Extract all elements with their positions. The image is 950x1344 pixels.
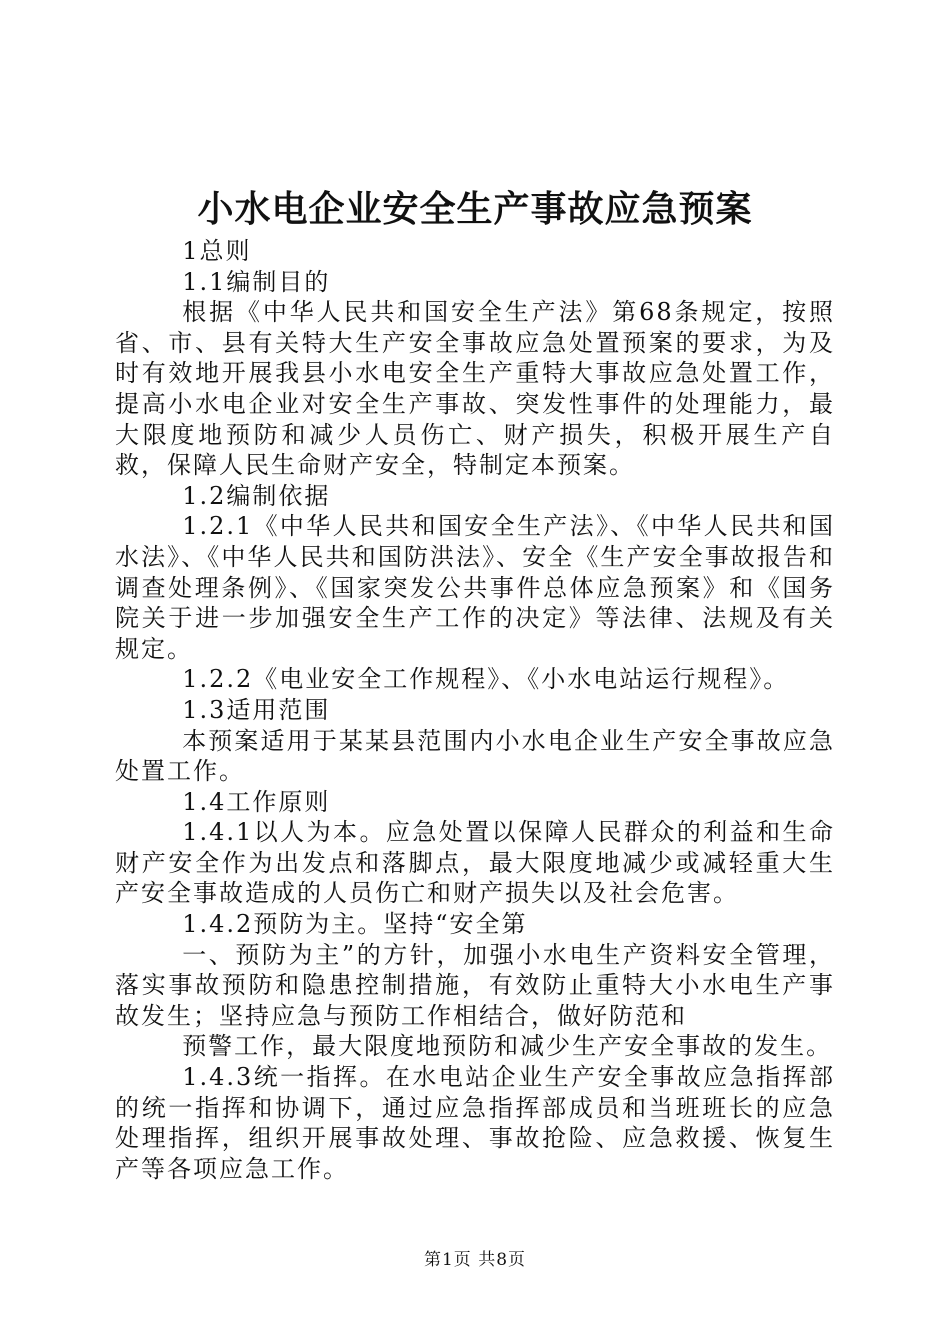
- paragraph-principle-2: 1.4.2预防为主。坚持“安全第: [182, 910, 528, 939]
- paragraph-purpose: 根据《中华人民共和国安全生产法》第68条规定，按照省、市、县有关特大生产安全事故应急处置预案的要求，为及时有效地开展我县小水电安全生产重特大事故应急处置工作，提高小水电企业对安全生产事故、突发性事件的处理能力，最大限度地预防和减少人员伤亡、财产损失，积极开展生产自救，保障人民生命财产安全，特制定本预案。: [115, 298, 835, 480]
- paragraph-principle-2-cont: 一、预防为主”的方针，加强小水电生产资料安全管理，落实事故预防和隐患控制措施，有效防止重特大小水电生产事故发生；坚持应急与预防工作相结合，做好防范和: [115, 940, 835, 1030]
- paragraph-basis-2: 1.2.2《电业安全工作规程》、《小水电站运行规程》。: [182, 665, 790, 694]
- paragraph-basis-1: 1.2.1《中华人民共和国安全生产法》、《中华人民共和国水法》、《中华人民共和国防洪法》、安全《生产安全事故报告和调查处理条例》、《国家突发公共事件总体应急预案》和《国务院关于进一步加强安全生产工作的决定》等法律、法规及有关规定。: [115, 512, 835, 663]
- section-heading-basis: 1.2编制依据: [182, 481, 331, 510]
- section-heading-scope: 1.3适用范围: [182, 695, 331, 724]
- paragraph-scope: 本预案适用于某某县范围内小水电企业生产安全事故应急处置工作。: [115, 726, 835, 786]
- section-heading-general: 1总则: [182, 237, 252, 265]
- section-heading-principles: 1.4工作原则: [182, 787, 331, 816]
- paragraph-principle-1: 1.4.1以人为本。应急处置以保障人民群众的利益和生命财产安全作为出发点和落脚点，最大限度地减少或减轻重大生产安全事故造成的人员伤亡和财产损失以及社会危害。: [115, 818, 835, 908]
- section-heading-purpose: 1.1编制目的: [182, 267, 331, 296]
- document-body: [115, 236, 835, 1184]
- page-number-footer: 第1页 共8页: [423, 1250, 527, 1270]
- paragraph-principle-2-end: 预警工作，最大限度地预防和减少生产安全事故的发生。: [182, 1032, 833, 1061]
- paragraph-principle-3: 1.4.3统一指挥。在水电站企业生产安全事故应急指挥部的统一指挥和协调下，通过应急指挥部成员和当班班长的应急处理指挥，组织开展事故处理、事故抢险、应急救援、恢复生产等各项应急工作。: [115, 1063, 835, 1183]
- document-title: 小水电企业安全生产事故应急预案: [197, 188, 753, 230]
